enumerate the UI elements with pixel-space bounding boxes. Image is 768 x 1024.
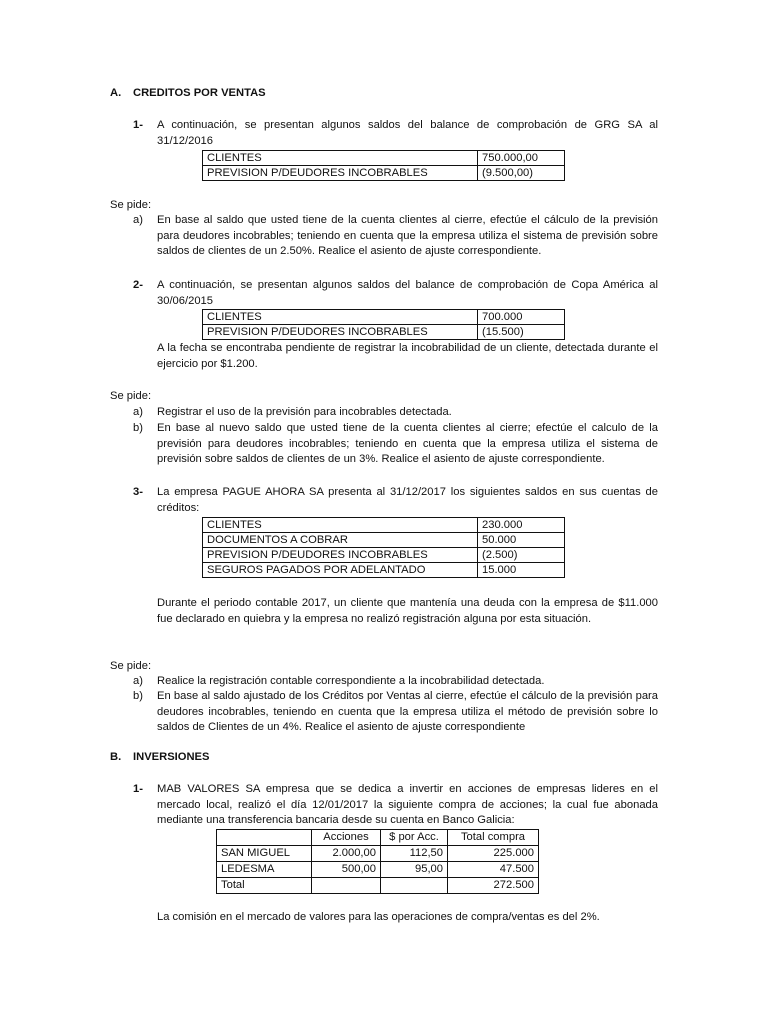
table-row: LEDESMA 500,00 95,00 47.500	[217, 862, 539, 878]
exercise-statement: A continuación, se presentan algunos saldos del balance de comprobación de GRG SA al 31/12/2016	[157, 119, 658, 147]
section-a-letter: A.	[110, 87, 122, 99]
exercise-note: A la fecha se encontraba pendiente de registrar la incobrabilidad de un cliente, detectada durante el ejercicio por $1.200.	[157, 342, 658, 370]
task-text: En base al saldo ajustado de los Créditos por Ventas al cierre, efectúe el cálculo de la previsión para deudores incobrables, teniendo en cuenta que la empresa utiliza el método de previsión sobre lo saldos de Clientes de un 4%. Realice el asiento de ajuste correspondiente	[157, 690, 658, 733]
se-pide-label: Se pide:	[110, 390, 152, 402]
task-letter: a)	[133, 214, 143, 226]
table-row: PREVISION P/DEUDORES INCOBRABLES (15.500)	[203, 325, 565, 340]
se-pide-label: Se pide:	[110, 660, 152, 672]
task-letter: b)	[133, 690, 143, 702]
se-pide-label: Se pide:	[110, 199, 152, 211]
section-b-title: INVERSIONES	[133, 751, 210, 763]
balance-table	[202, 309, 565, 340]
exercise-number: 1-	[133, 119, 143, 131]
exercise-number: 1-	[133, 783, 143, 795]
task-letter: a)	[133, 406, 143, 418]
task-letter: a)	[133, 675, 143, 687]
task-text: En base al nuevo saldo que usted tiene de la cuenta clientes al cierre; efectúe el calculo de la previsión para deudores incobrables; teniendo en cuenta que la empresa utiliza el sistema de previsión sobre saldos de clientes de un 3%. Realice el asiento de ajuste correspondiente.	[157, 422, 658, 465]
table-row: DOCUMENTOS A COBRAR 50.000	[203, 533, 565, 548]
investments-table	[216, 829, 539, 894]
exercise-number: 2-	[133, 279, 143, 291]
exercise-number: 3-	[133, 486, 143, 498]
table-row: CLIENTES 700.000	[203, 310, 565, 325]
section-b-letter: B.	[110, 751, 122, 763]
table-row: PREVISION P/DEUDORES INCOBRABLES (9.500,00)	[203, 166, 565, 181]
table-row: Total 272.500	[217, 878, 539, 894]
task-letter: b)	[133, 422, 143, 434]
exercise-statement: MAB VALORES SA empresa que se dedica a invertir en acciones de empresas lideres en el mercado local, realizó el día 12/01/2017 la siguiente compra de acciones; la cual fue abonada mediante una transferencia bancaria desde su cuenta en Banco Galicia:	[157, 783, 658, 826]
balance-table	[202, 517, 565, 578]
task-text: En base al saldo que usted tiene de la cuenta clientes al cierre, efectúe el cálculo de la previsión para deudores incobrables; teniendo en cuenta que la empresa utiliza el sistema de previsión sobre saldos de clientes de un 2.50%. Realice el asiento de ajuste correspondiente.	[157, 214, 658, 257]
table-header-row: Acciones $ por Acc. Total compra	[217, 830, 539, 846]
balance-table	[202, 150, 565, 181]
table-row: CLIENTES 230.000	[203, 518, 565, 533]
exercise-note: La comisión en el mercado de valores para las operaciones de compra/ventas es del 2%.	[157, 911, 600, 923]
table-row: SEGUROS PAGADOS POR ADELANTADO 15.000	[203, 563, 565, 578]
table-row: SAN MIGUEL 2.000,00 112,50 225.000	[217, 846, 539, 862]
exercise-note: Durante el periodo contable 2017, un cliente que mantenía una deuda con la empresa de $11.000 fue declarado en quiebra y la empresa no realizó registración alguna por esta situación.	[157, 597, 658, 625]
task-text: Registrar el uso de la previsión para incobrables detectada.	[157, 406, 452, 418]
task-text: Realice la registración contable correspondiente a la incobrabilidad detectada.	[157, 675, 545, 687]
exercise-statement: A continuación, se presentan algunos saldos del balance de comprobación de Copa América al 30/06/2015	[157, 279, 658, 307]
table-row: PREVISION P/DEUDORES INCOBRABLES (2.500)	[203, 548, 565, 563]
section-a-title: CREDITOS POR VENTAS	[133, 87, 266, 99]
table-row: CLIENTES 750.000,00	[203, 151, 565, 166]
exercise-statement: La empresa PAGUE AHORA SA presenta al 31/12/2017 los siguientes saldos en sus cuentas de créditos:	[157, 486, 658, 514]
